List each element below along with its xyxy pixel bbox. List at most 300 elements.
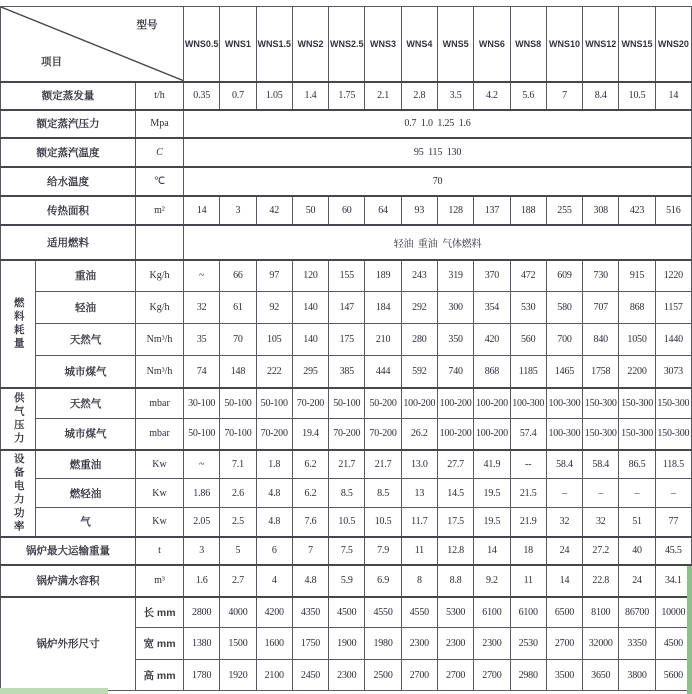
column-header-wns1: WNS1: [220, 7, 256, 82]
table-cell: 516: [655, 196, 691, 225]
table-cell: 26.2: [401, 419, 437, 450]
row-unit: m²: [136, 196, 184, 225]
table-cell: 9.2: [474, 565, 510, 597]
row-label: 适用燃料: [1, 225, 136, 260]
table-cell: 150-300: [583, 419, 619, 450]
row-unit: ℃: [136, 167, 184, 196]
table-row: [1, 225, 692, 260]
table-cell: 4550: [365, 597, 401, 628]
table-cell: 45.5: [655, 537, 691, 565]
table-cell: 24: [546, 537, 582, 565]
row-unit: Nm³/h: [136, 324, 184, 356]
table-cell: 5.9: [329, 565, 365, 597]
table-cell: 42: [256, 196, 292, 225]
row-label: 锅炉满水容积: [1, 565, 136, 597]
table-cell: 7.1: [220, 450, 256, 479]
table-cell: 292: [401, 292, 437, 324]
group-label-text: 供气压力: [12, 391, 25, 446]
table-cell: 609: [546, 260, 582, 292]
table-cell: 34.1: [655, 565, 691, 597]
table-cell: 105: [256, 324, 292, 356]
table-cell: 354: [474, 292, 510, 324]
table-cell: 5.6: [510, 82, 546, 110]
table-cell: 58.4: [546, 450, 582, 479]
table-row: [1, 167, 692, 196]
table-cell: 14: [184, 196, 220, 225]
sub-row-label: 宽 mm: [136, 628, 184, 660]
table-cell: 1750: [292, 628, 328, 660]
table-cell: 420: [474, 324, 510, 356]
table-body: [1, 82, 692, 691]
table-cell: 222: [256, 356, 292, 388]
table-cell: 11: [510, 565, 546, 597]
table-cell: 472: [510, 260, 546, 292]
table-cell: 86700: [619, 597, 655, 628]
table-row: [1, 260, 692, 292]
row-unit: Kw: [136, 508, 184, 537]
table-cell: 1157: [655, 292, 691, 324]
table-cell: 2.05: [184, 508, 220, 537]
table-cell: ~: [184, 450, 220, 479]
table-cell: 155: [329, 260, 365, 292]
column-header-wns5: WNS5: [437, 7, 473, 82]
table-cell: 32: [184, 292, 220, 324]
table-cell: 57.4: [510, 419, 546, 450]
table-cell: 2700: [546, 628, 582, 660]
table-row: [1, 450, 692, 479]
row-label: 额定蒸发量: [1, 82, 136, 110]
row-unit: Kg/h: [136, 260, 184, 292]
table-cell: 32: [583, 508, 619, 537]
column-header-wns2.5: WNS2.5: [329, 7, 365, 82]
table-cell: –: [546, 479, 582, 508]
highlight-artifact-right-edge: [687, 566, 692, 694]
table-cell: 4550: [401, 597, 437, 628]
table-cell: 70: [220, 324, 256, 356]
column-header-wns2: WNS2: [292, 7, 328, 82]
column-header-wns1.5: WNS1.5: [256, 7, 292, 82]
table-cell: 1758: [583, 356, 619, 388]
table-cell: 1.05: [256, 82, 292, 110]
table-cell: 2300: [437, 628, 473, 660]
table-cell: 147: [329, 292, 365, 324]
table-cell: 2.8: [401, 82, 437, 110]
table-cell: 100-200: [474, 419, 510, 450]
table-cell: 3: [184, 537, 220, 565]
table-cell: 10000: [655, 597, 691, 628]
table-cell: 100-300: [546, 388, 582, 419]
boiler-spec-table: [0, 6, 692, 691]
table-cell: 530: [510, 292, 546, 324]
table-cell: 128: [437, 196, 473, 225]
row-unit: Nm³/h: [136, 356, 184, 388]
table-cell: 700: [546, 324, 582, 356]
row-unit: Mpa: [136, 110, 184, 138]
table-cell: 175: [329, 324, 365, 356]
table-cell: 840: [583, 324, 619, 356]
table-cell: 4: [256, 565, 292, 597]
table-cell: 70-200: [292, 388, 328, 419]
table-cell: 1465: [546, 356, 582, 388]
table-cell: 140: [292, 324, 328, 356]
table-cell: 2980: [510, 660, 546, 691]
table-cell: 22.8: [583, 565, 619, 597]
table-cell: 4.8: [256, 479, 292, 508]
row-unit: [136, 225, 184, 260]
group-label: [1, 450, 36, 537]
table-cell: 50-100: [184, 419, 220, 450]
column-header-wns3: WNS3: [365, 7, 401, 82]
table-cell: 444: [365, 356, 401, 388]
table-cell: 50-200: [365, 388, 401, 419]
table-cell: 1900: [329, 628, 365, 660]
table-cell: ~: [184, 260, 220, 292]
table-cell: 6100: [510, 597, 546, 628]
group-label: [1, 388, 36, 450]
table-cell: 92: [256, 292, 292, 324]
table-cell: 6500: [546, 597, 582, 628]
table-cell: 243: [401, 260, 437, 292]
table-cell: 2100: [256, 660, 292, 691]
table-cell: 730: [583, 260, 619, 292]
table-cell: 1185: [510, 356, 546, 388]
row-label: 额定蒸汽压力: [1, 110, 136, 138]
table-row: [1, 508, 692, 537]
table-cell: 41.9: [474, 450, 510, 479]
sub-row-label: 燃轻油: [36, 479, 136, 508]
highlight-artifact-bottom-left: [0, 688, 108, 694]
column-header-wns8: WNS8: [510, 7, 546, 82]
table-cell: 50-100: [329, 388, 365, 419]
table-cell: 580: [546, 292, 582, 324]
table-cell: 6: [256, 537, 292, 565]
table-cell: 6100: [474, 597, 510, 628]
table-cell: 100-200: [437, 419, 473, 450]
table-row: [1, 565, 692, 597]
table-cell: 740: [437, 356, 473, 388]
table-cell: 319: [437, 260, 473, 292]
table-cell: 10.5: [329, 508, 365, 537]
table-cell: 19.5: [474, 479, 510, 508]
table-cell: 1.86: [184, 479, 220, 508]
table-cell: 385: [329, 356, 365, 388]
table-cell: 100-200: [437, 388, 473, 419]
table-cell: 8100: [583, 597, 619, 628]
table-cell: 3800: [619, 660, 655, 691]
table-cell: 3350: [619, 628, 655, 660]
table-cell: 1780: [184, 660, 220, 691]
table-cell: 35: [184, 324, 220, 356]
table-cell: 14: [655, 82, 691, 110]
table-cell: 93: [401, 196, 437, 225]
merged-value-cell: 轻油 重油 气体燃料: [184, 225, 692, 260]
sub-row-label: 轻油: [36, 292, 136, 324]
sub-row-label: 长 mm: [136, 597, 184, 628]
table-row: [1, 597, 692, 628]
row-unit: t: [136, 537, 184, 565]
table-cell: 423: [619, 196, 655, 225]
table-row: [1, 82, 692, 110]
table-cell: 295: [292, 356, 328, 388]
table-cell: 255: [546, 196, 582, 225]
table-cell: 2700: [474, 660, 510, 691]
table-cell: –: [655, 479, 691, 508]
sub-row-label: 天然气: [36, 324, 136, 356]
table-cell: 350: [437, 324, 473, 356]
table-cell: 51: [619, 508, 655, 537]
table-cell: 1050: [619, 324, 655, 356]
group-label: [1, 260, 36, 388]
table-cell: 1380: [184, 628, 220, 660]
table-cell: 12.8: [437, 537, 473, 565]
table-cell: 27.7: [437, 450, 473, 479]
table-cell: 58.4: [583, 450, 619, 479]
row-unit: Kw: [136, 479, 184, 508]
row-label: 锅炉最大运输重量: [1, 537, 136, 565]
table-cell: 707: [583, 292, 619, 324]
row-unit: Kw: [136, 450, 184, 479]
column-header-wns4: WNS4: [401, 7, 437, 82]
table-cell: 70-100: [220, 419, 256, 450]
table-cell: 137: [474, 196, 510, 225]
table-cell: 3.5: [437, 82, 473, 110]
table-cell: 148: [220, 356, 256, 388]
table-cell: 7.5: [329, 537, 365, 565]
sub-row-label: 气: [36, 508, 136, 537]
row-unit: mbar: [136, 419, 184, 450]
table-row: [1, 356, 692, 388]
table-cell: 140: [292, 292, 328, 324]
table-cell: 14: [474, 537, 510, 565]
table-cell: 6.2: [292, 450, 328, 479]
table-cell: 100-200: [474, 388, 510, 419]
table-cell: 2700: [401, 660, 437, 691]
table-cell: 189: [365, 260, 401, 292]
table-cell: 120: [292, 260, 328, 292]
table-cell: 1980: [365, 628, 401, 660]
table-row: [1, 196, 692, 225]
table-cell: 560: [510, 324, 546, 356]
row-label: 额定蒸汽温度: [1, 138, 136, 167]
table-cell: 70-200: [365, 419, 401, 450]
table-cell: 50-100: [220, 388, 256, 419]
table-cell: 6.9: [365, 565, 401, 597]
table-cell: 300: [437, 292, 473, 324]
table-cell: 19.5: [474, 508, 510, 537]
column-header-wns0.5: WNS0.5: [184, 7, 220, 82]
merged-value-cell: 0.7 1.0 1.25 1.6: [184, 110, 692, 138]
table-cell: 11: [401, 537, 437, 565]
merged-value-cell: 70: [184, 167, 692, 196]
table-cell: 50: [292, 196, 328, 225]
table-cell: 21.5: [510, 479, 546, 508]
table-cell: 2300: [401, 628, 437, 660]
table-cell: 7.9: [365, 537, 401, 565]
corner-cell: [1, 7, 184, 82]
table-cell: 2200: [619, 356, 655, 388]
table-cell: 5600: [655, 660, 691, 691]
table-row: [1, 419, 692, 450]
table-cell: 4.2: [474, 82, 510, 110]
table-cell: 3073: [655, 356, 691, 388]
table-cell: 915: [619, 260, 655, 292]
table-cell: 4350: [292, 597, 328, 628]
table-cell: 32000: [583, 628, 619, 660]
table-cell: 10.5: [619, 82, 655, 110]
group-label-text: 设备电力功率: [12, 452, 25, 534]
row-label: 传热面积: [1, 196, 136, 225]
sub-row-label: 高 mm: [136, 660, 184, 691]
table-cell: 2300: [329, 660, 365, 691]
table-row: [1, 388, 692, 419]
table-cell: 70-200: [329, 419, 365, 450]
table-cell: 4200: [256, 597, 292, 628]
table-cell: 2800: [184, 597, 220, 628]
table-cell: 2450: [292, 660, 328, 691]
column-header-wns12: WNS12: [583, 7, 619, 82]
table-cell: 5: [220, 537, 256, 565]
table-cell: 2.6: [220, 479, 256, 508]
group-label-text: 燃料耗量: [12, 296, 25, 351]
table-cell: 18: [510, 537, 546, 565]
table-row: [1, 110, 692, 138]
table-cell: 8.5: [365, 479, 401, 508]
table-cell: 30-100: [184, 388, 220, 419]
table-cell: 86.5: [619, 450, 655, 479]
sub-row-label: 天然气: [36, 388, 136, 419]
table-cell: 8.5: [329, 479, 365, 508]
table-row: [1, 479, 692, 508]
table-cell: 868: [474, 356, 510, 388]
sub-row-label: 燃重油: [36, 450, 136, 479]
table-cell: 1500: [220, 628, 256, 660]
sub-row-label: 重油: [36, 260, 136, 292]
table-cell: 77: [655, 508, 691, 537]
column-header-wns10: WNS10: [546, 7, 582, 82]
table-cell: 5300: [437, 597, 473, 628]
table-cell: 8.4: [583, 82, 619, 110]
table-cell: 2.5: [220, 508, 256, 537]
table-cell: 74: [184, 356, 220, 388]
table-cell: 32: [546, 508, 582, 537]
table-cell: 10.5: [365, 508, 401, 537]
table-cell: 13.0: [401, 450, 437, 479]
table-cell: 184: [365, 292, 401, 324]
table-cell: 7: [292, 537, 328, 565]
table-cell: 280: [401, 324, 437, 356]
table-cell: 150-300: [655, 419, 691, 450]
table-cell: 1.8: [256, 450, 292, 479]
table-row: [1, 537, 692, 565]
column-header-wns15: WNS15: [619, 7, 655, 82]
table-cell: 2530: [510, 628, 546, 660]
table-cell: 50-100: [256, 388, 292, 419]
group-label: 锅炉外形尺寸: [1, 597, 136, 691]
table-cell: 188: [510, 196, 546, 225]
table-cell: 64: [365, 196, 401, 225]
table-cell: 100-200: [401, 388, 437, 419]
table-cell: 61: [220, 292, 256, 324]
table-cell: 21.7: [329, 450, 365, 479]
table-cell: 13: [401, 479, 437, 508]
sub-row-label: 城市煤气: [36, 356, 136, 388]
table-cell: 592: [401, 356, 437, 388]
table-cell: 1220: [655, 260, 691, 292]
merged-value-cell: 95 115 130: [184, 138, 692, 167]
table-cell: 11.7: [401, 508, 437, 537]
column-header-wns6: WNS6: [474, 7, 510, 82]
table-row: [1, 324, 692, 356]
table-cell: 2500: [365, 660, 401, 691]
table-cell: 7.6: [292, 508, 328, 537]
table-cell: 1.6: [184, 565, 220, 597]
table-cell: 24: [619, 565, 655, 597]
table-cell: 370: [474, 260, 510, 292]
table-cell: 4500: [655, 628, 691, 660]
row-unit: C: [136, 138, 184, 167]
table-cell: 868: [619, 292, 655, 324]
table-cell: 14: [546, 565, 582, 597]
table-cell: –: [619, 479, 655, 508]
table-cell: 40: [619, 537, 655, 565]
table-cell: 7: [546, 82, 582, 110]
table-row: [1, 292, 692, 324]
table-cell: --: [510, 450, 546, 479]
table-cell: 2700: [437, 660, 473, 691]
table-cell: 60: [329, 196, 365, 225]
row-unit: mbar: [136, 388, 184, 419]
table-cell: 3: [220, 196, 256, 225]
table-cell: 17.5: [437, 508, 473, 537]
table-cell: 1600: [256, 628, 292, 660]
table-cell: 100-300: [546, 419, 582, 450]
row-unit: m³: [136, 565, 184, 597]
table-cell: 19.4: [292, 419, 328, 450]
table-cell: 1.75: [329, 82, 365, 110]
table-cell: 4.8: [256, 508, 292, 537]
corner-label-model: 型号: [136, 19, 158, 32]
table-cell: 27.2: [583, 537, 619, 565]
table-cell: 21.7: [365, 450, 401, 479]
table-cell: 70-200: [256, 419, 292, 450]
table-cell: 3650: [583, 660, 619, 691]
table-cell: 14.5: [437, 479, 473, 508]
table-cell: 4000: [220, 597, 256, 628]
table-cell: 150-300: [619, 419, 655, 450]
table-cell: 0.7: [220, 82, 256, 110]
table-cell: 0.35: [184, 82, 220, 110]
table-cell: 1920: [220, 660, 256, 691]
table-cell: 210: [365, 324, 401, 356]
table-cell: –: [583, 479, 619, 508]
table-cell: 21.9: [510, 508, 546, 537]
table-cell: 2.1: [365, 82, 401, 110]
table-cell: 6.2: [292, 479, 328, 508]
row-unit: Kg/h: [136, 292, 184, 324]
table-cell: 2.7: [220, 565, 256, 597]
table-cell: 8.8: [437, 565, 473, 597]
table-cell: 66: [220, 260, 256, 292]
corner-label-item: 项目: [41, 55, 63, 68]
table-cell: 4.8: [292, 565, 328, 597]
sub-row-label: 城市煤气: [36, 419, 136, 450]
table-cell: 3500: [546, 660, 582, 691]
table-cell: 4500: [329, 597, 365, 628]
table-cell: 97: [256, 260, 292, 292]
row-label: 给水温度: [1, 167, 136, 196]
table-row: [1, 138, 692, 167]
table-cell: 1.4: [292, 82, 328, 110]
